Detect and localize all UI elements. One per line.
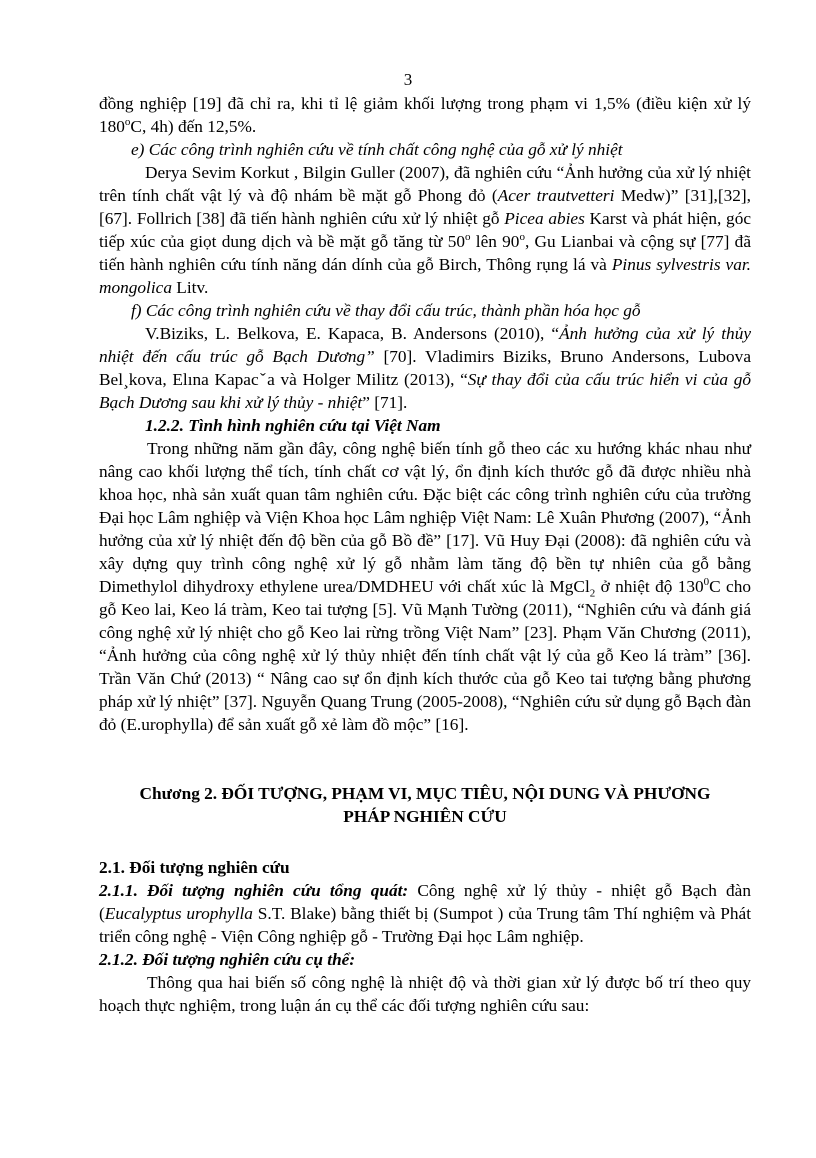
text-run: đồng nghiệp [19] đã chỉ ra, khi tỉ lệ giảm khối lượng trong phạm vi 1,5% (điều kiện xử lý 180 (99, 94, 751, 136)
heading-2-1: 2.1. Đối tượng nghiên cứu (99, 858, 290, 877)
heading-2-1-2: 2.1.2. Đối tượng nghiên cứu cụ thể: (99, 950, 356, 969)
subscript: 2 (589, 587, 596, 600)
cited-title: Ảnh hưởng của xử lý thủy nhiệt đến cấu trúc gỗ Bạch Dương” (99, 324, 752, 366)
text-run: C, 4h) đến 12,5%. (130, 117, 257, 136)
paragraph-biziks (99, 322, 751, 414)
text-run: lên 90 (470, 232, 520, 251)
text-run: Karst và phát hiện, góc tiếp xúc của giọt dung dịch và bề mặt gỗ tăng từ 50 (99, 209, 752, 251)
paragraph-vietnam-research (99, 437, 751, 736)
paragraph-continuation (99, 92, 751, 138)
text-run: Công nghệ xử lý thủy - nhiệt gỗ Bạch đàn ( (99, 881, 751, 923)
heading-f: f) Các công trình nghiên cứu về thay đổi cấu trúc, thành phần hóa học gỗ (131, 301, 641, 320)
species-name: Picea abies (504, 209, 585, 228)
heading-1-2-2: 1.2.2. Tình hình nghiên cứu tại Việt Nam (145, 416, 441, 435)
cited-title: Sự thay đổi của cấu trúc hiển vi của gỗ Bạch Dương sau khi xử lý thủy - nhiệt (99, 370, 751, 412)
text-run: C cho gỗ Keo lai, Keo lá tràm, Keo tai tượng [5]. Vũ Mạnh Tường (2011), “Nghiên cứu và đánh giá công nghệ xử lý nhiệt cho gỗ Keo lai rừng trồng Việt Nam” [23]. Phạm Văn Chương (2011), “Ảnh hưởng của công nghệ xử lý thủy nhiệt đến tính chất vật lý của gỗ Keo lá tràm” [36]. Trần Văn Chứ (2013) “ Nâng cao sự ổn định kích thước của gỗ Keo tai tượng bằng phương pháp xử lý nhiệt” [37]. Nguyễn Quang Trung (2005-2008), “Nghiên cứu sử dụng gỗ Bạch đàn đỏ (E.urophylla) để sản xuất gỗ xẻ làm đồ mộc” [16]. (99, 577, 751, 734)
text-run: S.T. Blake) bằng thiết bị (Sumpot ) của Trung tâm Thí nghiệm và Phát triển công nghệ - Viện Công nghiệp gỗ - Trường Đại học Lâm nghiệp. (99, 904, 751, 946)
superscript: o (124, 116, 131, 129)
paragraph-2-1-2: Thông qua hai biến số công nghệ là nhiệt độ và thời gian xử lý được bố trí theo quy hoạch thực nghiệm, trong luận án cụ thể các đối tượng nghiên cứu sau: (99, 973, 751, 1015)
heading-e: e) Các công trình nghiên cứu về tính chất công nghệ của gỗ xử lý nhiệt (131, 140, 623, 159)
page-number: 3 (403, 70, 413, 89)
body-text (99, 92, 751, 1017)
text-run: Trong những năm gần đây, công nghệ biến tính gỗ theo các xu hướng khác nhau như nâng cao khối lượng thể tích, tính chất cơ vật lý, ổn định kích thước gỗ đã được nhiều nhà khoa học, nhà sản xuất quan tâm nghiên cứu. Đặc biệt các công trình nghiên cứu của trường Đại học Lâm nghiệp và Viện Khoa học Lâm nghiệp Việt Nam: Lê Xuân Phương (2007), “Ảnh hưởng của xử lý nhiệt đến độ bền của gỗ Bồ đề” [17]. Vũ Huy Đại (2008): đã nghiên cứu và xây dựng quy trình công nghệ xử lý gỗ nhằm làm tăng độ bền tự nhiên của gỗ bằng Dimethylol dihydroxy ethylene urea/DMDHEU với chất xúc là MgCl (99, 439, 751, 596)
text-run: Medw)” [31],[32],[67]. Follrich [38] đã tiến hành nghiên cứu xử lý nhiệt gỗ (99, 186, 751, 228)
text-run: Litv. (171, 278, 209, 297)
text-run: ” [71]. (362, 393, 408, 412)
text-run: ở nhiệt độ 130 (595, 577, 704, 596)
text-run: , Gu Lianbai và cộng sự [77] đã tiến hành nghiên cứu tính năng dán dính của gỗ Birch, Thông rụng lá và (99, 232, 751, 274)
text-run: V.Biziks, L. Belkova, E. Kapaca, B. Andersons (2010), “ (145, 324, 560, 343)
superscript: o (465, 231, 471, 244)
text-run: Derya Sevim Korkut , Bilgin Guller (2007), đã nghiên cứu “Ảnh hưởng của xử lý nhiệt trên tính chất vật lý và độ nhám bề mặt gỗ Phong đỏ ( (99, 163, 751, 205)
species-name: Acer trautvetteri (497, 186, 615, 205)
species-name: Eucalyptus urophylla (104, 904, 253, 923)
chapter-title: Chương 2. ĐỐI TƯỢNG, PHẠM VI, MỤC TIÊU, NỘI DUNG VÀ PHƯƠNG PHÁP NGHIÊN CỨU (139, 784, 711, 826)
heading-2-1-1: 2.1.1. Đối tượng nghiên cứu tổng quát: (99, 881, 409, 900)
paragraph-2-1-1 (99, 879, 751, 948)
text-run: [70]. Vladimirs Biziks, Bruno Andersons, Lubova Bel¸kova, Elına Kapacˇa và Holger Militz (2013), “ (99, 347, 751, 389)
paragraph-korkut (99, 161, 751, 299)
species-name: Pinus sylvestris var. mongolica (99, 255, 751, 297)
superscript: o (519, 231, 525, 244)
superscript: 0 (703, 576, 710, 589)
